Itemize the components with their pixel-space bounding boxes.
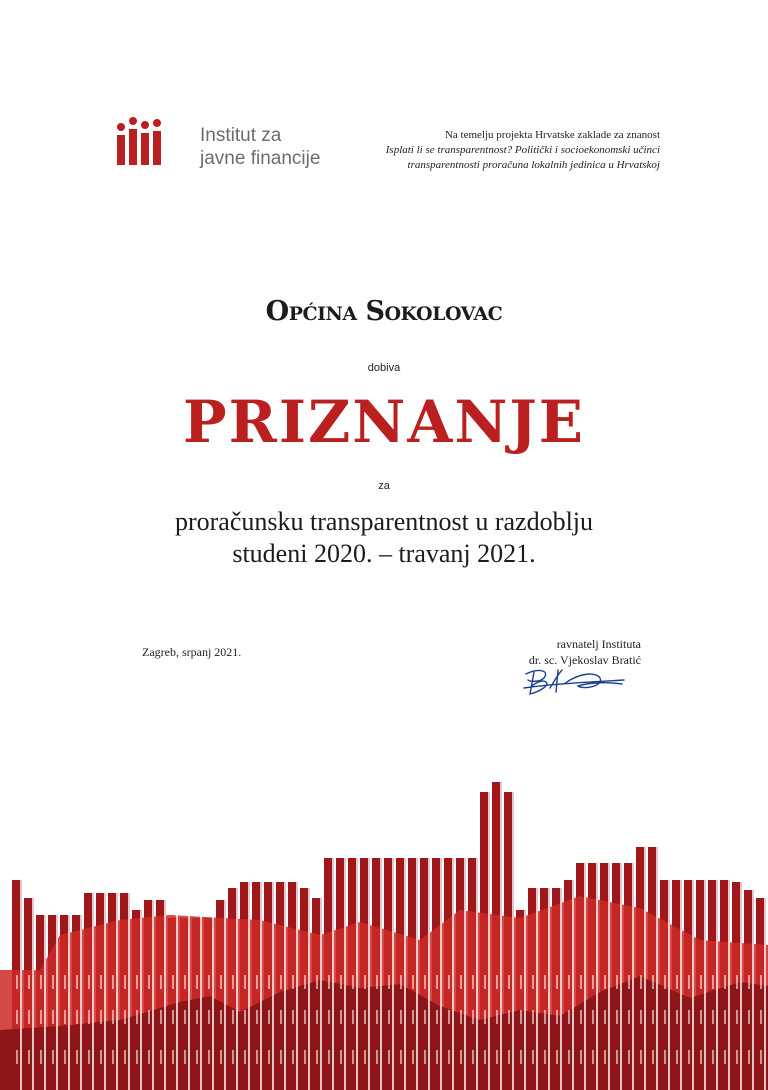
institute-logo-icon — [116, 117, 164, 167]
place-date: Zagreb, srpanj 2021. — [142, 645, 242, 659]
signer-title: ravnatelj Instituta — [556, 637, 641, 651]
award-reason — [0, 506, 768, 570]
recipient-name: Općina Sokolovac — [265, 296, 503, 327]
institute-name-line1: Institut za — [200, 125, 282, 146]
project-note-line2: Isplati li se transparentnost? Politički i socioekonomski učinci — [385, 144, 660, 156]
project-note-line3: transparentnosti proračuna lokalnih jedinica u Hrvatskoj — [407, 159, 660, 171]
handwritten-signature — [520, 664, 630, 698]
project-note — [360, 128, 660, 173]
institute-name — [200, 124, 320, 170]
institute-name-line2: javne financije — [200, 148, 321, 169]
award-reason-line2: studeni 2020. – travanj 2021. — [232, 539, 536, 568]
receives-text: dobiva — [367, 362, 401, 374]
award-title: PRIZNANJE — [183, 388, 585, 456]
project-note-line1: Na temelju projekta Hrvatske zaklade za znanost — [444, 129, 660, 141]
signer-name: dr. sc. Vjekoslav Bratić — [528, 653, 641, 667]
for-text: za — [378, 480, 390, 492]
award-reason-line1: proračunsku transparentnost u razdoblju — [174, 507, 594, 536]
decorative-skyline — [0, 770, 768, 1090]
